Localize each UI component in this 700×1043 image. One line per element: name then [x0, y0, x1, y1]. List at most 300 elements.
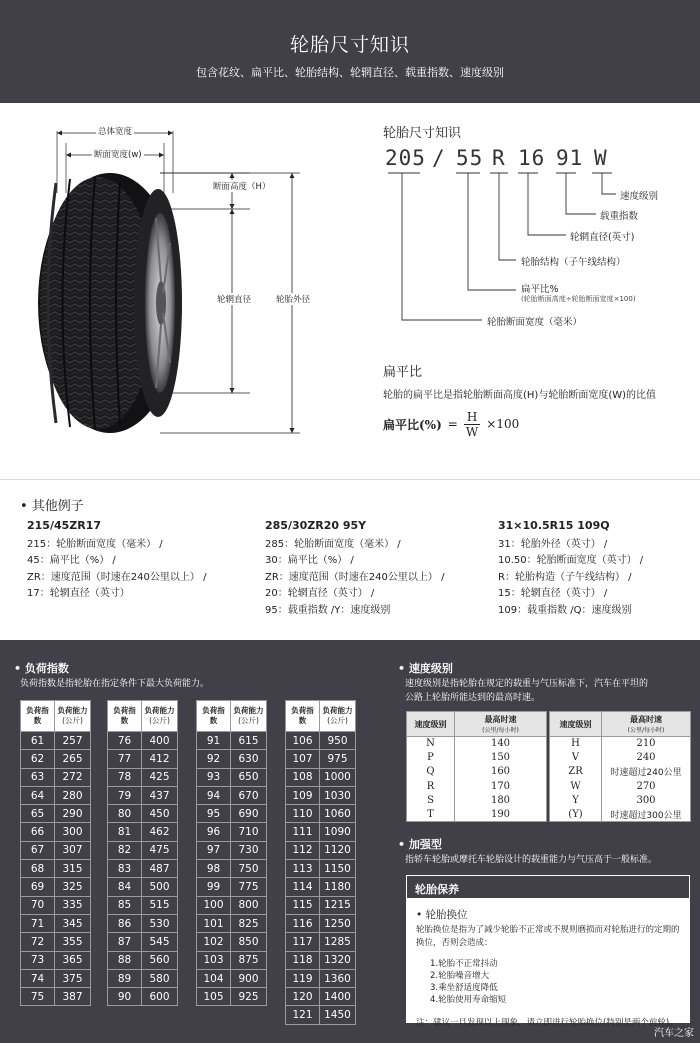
- formula-equals: =: [447, 417, 458, 431]
- load-index-table: [285, 700, 356, 1025]
- max-speed-header: [602, 712, 691, 737]
- example-column-1: [27, 518, 206, 603]
- load-index-cell: 117: [286, 933, 320, 951]
- section-width-label: 断面宽度(w): [94, 150, 142, 160]
- load-capacity-cell: 515: [142, 896, 178, 914]
- max-speed-header-text: 最高时速: [484, 715, 517, 724]
- load-capacity-cell: 875: [231, 951, 267, 969]
- table-row: [286, 933, 356, 951]
- load-capacity-cell: 1090: [320, 823, 356, 841]
- structure-annotation: 轮胎结构（子午线结构）: [521, 257, 626, 268]
- load-index-cell: 111: [286, 823, 320, 841]
- load-index-cell: 81: [108, 823, 142, 841]
- load-index-cell: 104: [197, 969, 231, 987]
- load-index-cell: 102: [197, 933, 231, 951]
- load-index-cell: 120: [286, 988, 320, 1006]
- example-line: 20：轮辋直径（英寸） /: [265, 588, 375, 599]
- load-capacity-cell: 425: [142, 768, 178, 786]
- load-index-cell: 107: [286, 750, 320, 768]
- table-row: [286, 841, 356, 859]
- table-row: [197, 896, 267, 914]
- table-row: [550, 807, 691, 821]
- table-row: [21, 969, 91, 987]
- speed-rating-annotation: 速度级别: [620, 191, 659, 202]
- example-line: 45：扁平比（%） /: [27, 555, 116, 566]
- table-row: [108, 896, 178, 914]
- load-capacity-cell: 630: [231, 750, 267, 768]
- load-capacity-cell: 710: [231, 823, 267, 841]
- load-index-header: 负荷指数: [21, 701, 55, 732]
- table-row: [197, 823, 267, 841]
- speed-rating-cell: W: [550, 779, 602, 793]
- load-capacity-header: [55, 701, 91, 732]
- table-row: [197, 969, 267, 987]
- load-capacity-cell: 1060: [320, 805, 356, 823]
- load-index-cell: 78: [108, 768, 142, 786]
- load-index-cell: 77: [108, 750, 142, 768]
- load-index-cell: 99: [197, 878, 231, 896]
- speed-rating-cell: H: [550, 737, 602, 751]
- load-capacity-cell: 355: [55, 933, 91, 951]
- load-capacity-cell: 307: [55, 841, 91, 859]
- load-capacity-cell: 1030: [320, 786, 356, 804]
- page-header: [0, 0, 700, 103]
- tire-care-title: 轮胎保养: [406, 875, 690, 899]
- formula-numerator: H: [464, 410, 480, 425]
- table-row: [407, 765, 547, 779]
- examples-title: • 其他例子: [20, 499, 84, 514]
- list-item: 2.轮胎噪音增大: [430, 971, 490, 981]
- tire-rotation-list: [430, 958, 690, 1006]
- load-index-cell: 89: [108, 969, 142, 987]
- table-row: [407, 737, 547, 751]
- max-speed-header: [455, 712, 547, 737]
- load-index-cell: 98: [197, 860, 231, 878]
- example-column-3: [498, 518, 643, 619]
- load-capacity-cell: 800: [231, 896, 267, 914]
- load-index-cell: 91: [197, 732, 231, 750]
- load-capacity-cell: 272: [55, 768, 91, 786]
- size-aspect-code: 55: [456, 146, 484, 170]
- load-capacity-cell: 975: [320, 750, 356, 768]
- load-capacity-header-text: 负荷能力: [322, 706, 353, 715]
- load-capacity-cell: 437: [142, 786, 178, 804]
- load-capacity-cell: 400: [142, 732, 178, 750]
- table-row: [550, 779, 691, 793]
- table-row: [197, 768, 267, 786]
- load-index-cell: 92: [197, 750, 231, 768]
- size-speed-code: W: [594, 146, 608, 170]
- table-row: [407, 779, 547, 793]
- speed-rating-table: [406, 711, 547, 822]
- load-capacity-header-text: 负荷能力: [233, 706, 264, 715]
- load-capacity-cell: 545: [142, 933, 178, 951]
- table-row: [21, 914, 91, 932]
- load-capacity-cell: 412: [142, 750, 178, 768]
- size-load-code: 91: [556, 146, 584, 170]
- load-capacity-cell: 560: [142, 951, 178, 969]
- load-capacity-header: [320, 701, 356, 732]
- load-capacity-cell: 1320: [320, 951, 356, 969]
- load-index-cell: 114: [286, 878, 320, 896]
- speed-rating-cell: ZR: [550, 765, 602, 779]
- max-speed-cell: 时速超过240公里: [602, 765, 691, 779]
- load-index-cell: 72: [21, 933, 55, 951]
- load-capacity-unit: (公斤): [62, 716, 83, 725]
- load-capacity-cell: 315: [55, 860, 91, 878]
- load-capacity-header-text: 负荷能力: [57, 706, 88, 715]
- load-index-cell: 108: [286, 768, 320, 786]
- table-row: [550, 793, 691, 807]
- load-capacity-cell: 580: [142, 969, 178, 987]
- table-row: [21, 750, 91, 768]
- max-speed-cell: 210: [602, 737, 691, 751]
- table-row: [21, 860, 91, 878]
- load-index-cell: 62: [21, 750, 55, 768]
- table-row: [197, 786, 267, 804]
- max-speed-cell: 150: [455, 751, 547, 765]
- table-row: [21, 823, 91, 841]
- speed-rating-cell: T: [407, 807, 455, 821]
- example-line: ZR：速度范围（时速在240公里以上） /: [27, 571, 207, 583]
- load-capacity-cell: 1000: [320, 768, 356, 786]
- size-rim-code: 16: [518, 146, 546, 170]
- load-capacity-cell: 387: [55, 988, 91, 1006]
- formula-label: 扁平比(%): [383, 417, 442, 432]
- load-capacity-cell: 1250: [320, 914, 356, 932]
- load-index-cell: 67: [21, 841, 55, 859]
- tire-rotation-text: 轮胎换位是指为了减少轮胎不正常或不规则磨损而对轮胎进行的定期的换位，否则会造成：: [416, 925, 680, 948]
- example-line: 285：轮胎断面宽度（毫米） /: [265, 538, 401, 550]
- outer-diameter-label: 轮胎外径: [276, 295, 311, 305]
- reinforced-description: 指轿车轮胎或摩托车轮胎设计的载重能力与气压高于一般标准。: [405, 855, 658, 865]
- speed-rating-cell: V: [550, 751, 602, 765]
- table-row: [197, 805, 267, 823]
- load-index-cell: 90: [108, 988, 142, 1006]
- speed-rating-cell: (Y): [550, 807, 602, 821]
- table-row: [108, 988, 178, 1006]
- page-subtitle: 包含花纹、扁平比、轮胎结构、轮辋直径、载重指数、速度级别: [196, 66, 504, 79]
- example-line: ZR：速度范围（时速在240公里以上） /: [265, 571, 445, 583]
- load-capacity-cell: 825: [231, 914, 267, 932]
- aspect-ratio-formula: [383, 406, 519, 442]
- load-index-cell: 96: [197, 823, 231, 841]
- table-row: [286, 823, 356, 841]
- load-index-cell: 65: [21, 805, 55, 823]
- table-row: [286, 860, 356, 878]
- table-row: [21, 732, 91, 750]
- tire-diagram: [0, 103, 360, 453]
- load-index-cell: 93: [197, 768, 231, 786]
- load-index-table: [20, 700, 91, 1006]
- load-capacity-cell: 1215: [320, 896, 356, 914]
- speed-rating-cell: R: [407, 779, 455, 793]
- load-capacity-cell: 265: [55, 750, 91, 768]
- load-capacity-cell: 345: [55, 914, 91, 932]
- example-line: 10.50：轮胎断面宽度（英寸） /: [498, 555, 644, 566]
- max-speed-cell: 时速超过300公里: [602, 807, 691, 821]
- table-row: [197, 988, 267, 1006]
- table-row: [197, 914, 267, 932]
- table-row: [108, 951, 178, 969]
- tire-illustration: [0, 103, 360, 453]
- speed-rating-description: 速度级别是指轮胎在规定的载重与气压标准下，汽车在平坦的公路上轮胎所能达到的最高时速。: [405, 679, 649, 703]
- load-index-cell: 85: [108, 896, 142, 914]
- load-capacity-cell: 750: [231, 860, 267, 878]
- table-row: [21, 933, 91, 951]
- load-capacity-cell: 900: [231, 969, 267, 987]
- load-index-cell: 118: [286, 951, 320, 969]
- size-structure-code: R: [492, 146, 506, 170]
- load-index-cell: 88: [108, 951, 142, 969]
- load-index-title-text: 负荷指数: [24, 662, 69, 675]
- load-capacity-cell: 1180: [320, 878, 356, 896]
- load-index-cell: 115: [286, 896, 320, 914]
- load-capacity-cell: 1120: [320, 841, 356, 859]
- table-row: [550, 765, 691, 779]
- list-item: 1.轮胎不正常抖动: [430, 959, 498, 969]
- formula-fraction: [464, 410, 480, 439]
- speed-rating-title-text: 速度级别: [408, 662, 453, 675]
- load-index-cell: 68: [21, 860, 55, 878]
- size-slash: /: [432, 146, 446, 170]
- table-row: [21, 988, 91, 1006]
- table-row: [108, 768, 178, 786]
- load-capacity-cell: 670: [231, 786, 267, 804]
- table-row: [197, 860, 267, 878]
- reinforced-title: • 加强型: [398, 838, 442, 851]
- load-capacity-cell: 530: [142, 914, 178, 932]
- reinforced-title-text: 加强型: [408, 838, 442, 851]
- load-index-cell: 119: [286, 969, 320, 987]
- watermark: 汽车之家: [654, 1028, 694, 1039]
- table-row: [21, 805, 91, 823]
- load-index-cell: 109: [286, 786, 320, 804]
- table-row: [286, 750, 356, 768]
- table-row: [407, 807, 547, 821]
- load-index-cell: 64: [21, 786, 55, 804]
- rim-diameter-annotation: 轮辋直径(英寸): [570, 232, 635, 243]
- load-capacity-cell: 600: [142, 988, 178, 1006]
- table-row: [286, 878, 356, 896]
- load-capacity-header: [142, 701, 178, 732]
- aspect-ratio-description: 轮胎的扁平比是指轮胎断面高度(H)与轮胎断面宽度(W)的比值: [383, 390, 657, 401]
- load-index-cell: 80: [108, 805, 142, 823]
- section-divider: [0, 479, 700, 480]
- load-capacity-cell: 462: [142, 823, 178, 841]
- load-index-cell: 94: [197, 786, 231, 804]
- speed-rating-cell: S: [407, 793, 455, 807]
- load-capacity-cell: 650: [231, 768, 267, 786]
- max-speed-cell: 190: [455, 807, 547, 821]
- load-capacity-header: [231, 701, 267, 732]
- load-index-cell: 112: [286, 841, 320, 859]
- table-row: [108, 841, 178, 859]
- table-row: [21, 878, 91, 896]
- table-row: [197, 878, 267, 896]
- load-capacity-cell: 925: [231, 988, 267, 1006]
- aspect-ratio-annotation: 扁平比%: [521, 284, 559, 295]
- table-row: [286, 896, 356, 914]
- tire-rotation-title: • 轮胎换位: [416, 909, 468, 921]
- load-index-cell: 79: [108, 786, 142, 804]
- max-speed-cell: 300: [602, 793, 691, 807]
- load-index-cell: 63: [21, 768, 55, 786]
- section-width-annotation: 轮胎断面宽度（毫米）: [487, 317, 583, 328]
- table-row: [21, 768, 91, 786]
- speed-rating-cell: N: [407, 737, 455, 751]
- load-index-title: • 负荷指数: [14, 662, 69, 675]
- load-capacity-cell: 1360: [320, 969, 356, 987]
- size-info-title: 轮胎尺寸知识: [383, 126, 462, 141]
- max-speed-header-text: 最高时速: [630, 715, 662, 724]
- table-row: [108, 786, 178, 804]
- load-capacity-cell: 375: [55, 969, 91, 987]
- table-row: [197, 841, 267, 859]
- table-row: [286, 914, 356, 932]
- load-index-cell: 106: [286, 732, 320, 750]
- load-capacity-cell: 615: [231, 732, 267, 750]
- table-row: [550, 751, 691, 765]
- load-capacity-unit: (公斤): [149, 716, 170, 725]
- load-capacity-unit: (公斤): [238, 716, 259, 725]
- load-index-table: [107, 700, 178, 1006]
- load-capacity-cell: 257: [55, 732, 91, 750]
- size-callout-lines: [380, 168, 640, 328]
- load-capacity-cell: 290: [55, 805, 91, 823]
- table-row: [197, 951, 267, 969]
- table-row: [197, 750, 267, 768]
- load-index-cell: 100: [197, 896, 231, 914]
- table-row: [108, 750, 178, 768]
- table-row: [286, 969, 356, 987]
- example-line: 31：轮胎外径（英寸） /: [498, 538, 608, 550]
- load-capacity-cell: 950: [320, 732, 356, 750]
- table-row: [286, 732, 356, 750]
- example-code: 285/30ZR20 95Y: [265, 519, 367, 532]
- list-item: 4.轮胎使用寿命缩短: [430, 995, 507, 1005]
- load-capacity-cell: 335: [55, 896, 91, 914]
- load-index-table: [196, 700, 267, 1006]
- speed-rating-cell: Q: [407, 765, 455, 779]
- load-index-header: 负荷指数: [108, 701, 142, 732]
- table-row: [108, 860, 178, 878]
- load-index-cell: 74: [21, 969, 55, 987]
- load-capacity-cell: 365: [55, 951, 91, 969]
- load-capacity-cell: 475: [142, 841, 178, 859]
- example-column-2: [265, 518, 444, 619]
- load-capacity-cell: 1150: [320, 860, 356, 878]
- overall-width-label: 总体宽度: [98, 127, 133, 137]
- table-row: [108, 805, 178, 823]
- load-capacity-cell: 500: [142, 878, 178, 896]
- table-row: [286, 786, 356, 804]
- max-speed-cell: 180: [455, 793, 547, 807]
- table-row: [108, 914, 178, 932]
- load-index-cell: 86: [108, 914, 142, 932]
- example-line: 95：载重指数 /Y：速度级别: [265, 604, 391, 616]
- formula-denominator: W: [465, 424, 479, 439]
- example-line: 215：轮胎断面宽度（毫米） /: [27, 538, 163, 550]
- table-row: [286, 951, 356, 969]
- speed-rating-cell: P: [407, 751, 455, 765]
- example-line: 30：扁平比（%） /: [265, 555, 354, 566]
- load-capacity-cell: 1285: [320, 933, 356, 951]
- max-speed-cell: 170: [455, 779, 547, 793]
- load-index-cell: 121: [286, 1006, 320, 1024]
- table-row: [407, 793, 547, 807]
- max-speed-cell: 140: [455, 737, 547, 751]
- load-index-cell: 61: [21, 732, 55, 750]
- load-capacity-header-text: 负荷能力: [144, 706, 175, 715]
- table-row: [286, 768, 356, 786]
- example-line: 17：轮辋直径（英寸）: [27, 588, 130, 599]
- example-line: R：轮胎构造（子午线结构） /: [498, 571, 632, 583]
- load-index-cell: 71: [21, 914, 55, 932]
- load-index-cell: 110: [286, 805, 320, 823]
- load-index-cell: 76: [108, 732, 142, 750]
- table-row: [197, 732, 267, 750]
- load-capacity-cell: 850: [231, 933, 267, 951]
- table-row: [21, 841, 91, 859]
- load-capacity-cell: 450: [142, 805, 178, 823]
- load-capacity-cell: 300: [55, 823, 91, 841]
- speed-rating-table: [549, 711, 691, 822]
- table-row: [286, 805, 356, 823]
- table-row: [550, 737, 691, 751]
- formula-times: ×100: [486, 417, 520, 431]
- load-capacity-unit: (公斤): [327, 716, 348, 725]
- load-index-cell: 97: [197, 841, 231, 859]
- size-width-code: 205: [385, 146, 426, 170]
- table-row: [108, 878, 178, 896]
- load-capacity-cell: 325: [55, 878, 91, 896]
- aspect-ratio-title: 扁平比: [383, 365, 423, 380]
- load-index-cell: 113: [286, 860, 320, 878]
- load-index-cell: 95: [197, 805, 231, 823]
- table-row: [286, 988, 356, 1006]
- table-row: [108, 933, 178, 951]
- table-row: [21, 786, 91, 804]
- load-index-cell: 70: [21, 896, 55, 914]
- table-row: [108, 823, 178, 841]
- load-index-cell: 84: [108, 878, 142, 896]
- load-capacity-cell: 690: [231, 805, 267, 823]
- table-row: [108, 732, 178, 750]
- page-title: 轮胎尺寸知识: [289, 34, 410, 56]
- example-line: 15：轮辋直径（英寸） /: [498, 588, 608, 599]
- load-index-cell: 66: [21, 823, 55, 841]
- load-index-cell: 103: [197, 951, 231, 969]
- max-speed-cell: 270: [602, 779, 691, 793]
- section-height-label: 断面高度（H）: [213, 182, 271, 192]
- load-index-description: 负荷指数是指轮胎在指定条件下最大负荷能力。: [20, 679, 210, 689]
- example-line: 109：载重指数 /Q：速度级别: [498, 604, 632, 616]
- table-row: [286, 1006, 356, 1024]
- load-index-cell: 101: [197, 914, 231, 932]
- tire-care-box: [406, 875, 690, 1028]
- load-capacity-cell: 775: [231, 878, 267, 896]
- load-index-cell: 83: [108, 860, 142, 878]
- speed-rating-title: • 速度级别: [398, 662, 453, 675]
- table-row: [21, 896, 91, 914]
- speed-rating-header: 速度级别: [407, 712, 455, 737]
- load-index-cell: 75: [21, 988, 55, 1006]
- table-row: [197, 933, 267, 951]
- table-row: [108, 969, 178, 987]
- tire-rotation-note: 注：建议一旦发现以上现象，请立即进行轮胎换位(特别是两个前轮)。: [416, 1018, 678, 1028]
- max-speed-unit: (公里/每小时): [627, 727, 665, 734]
